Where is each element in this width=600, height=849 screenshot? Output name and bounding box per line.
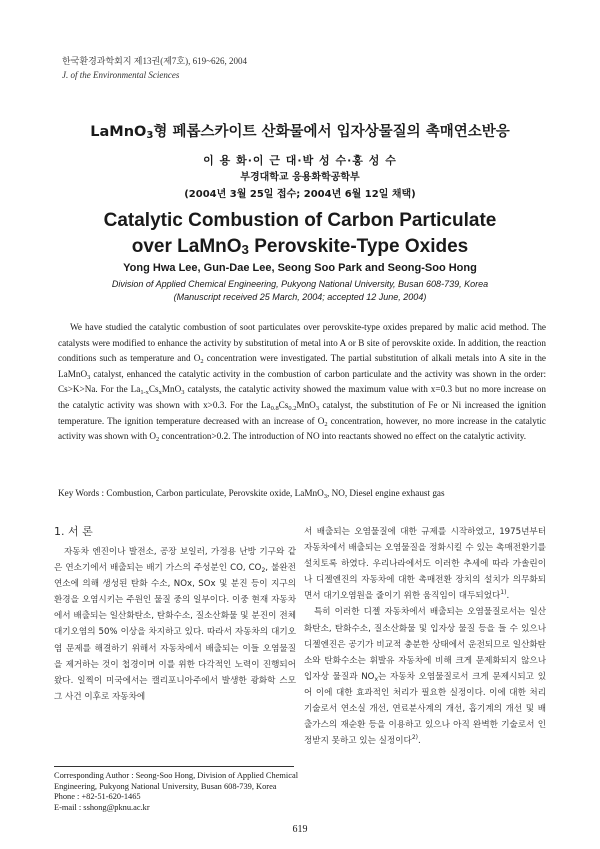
english-title: Catalytic Combustion of Carbon Particulate over LaMnO$_3$ Perovskite-Type Oxides <box>103 210 497 257</box>
body-column-right <box>304 524 546 749</box>
body-column-left <box>54 524 296 705</box>
english-authors: Yong Hwa Lee, Gun-Dae Lee, Seong Soo Park and Seong-Soo Hong <box>123 262 477 274</box>
page-number: 619 <box>292 824 308 835</box>
paragraph-2: 서 배출되는 오염물질에 대한 규제를 시작하였고, 1975년부터 자동차에서 배출되는 오염물질을 정화시킬 수 있는 촉매전환기를 설치토록 하였다. 우리나라에서도 이러한 추세에 따라 가솔린이나 디젤엔진의 자동차에 대한 촉매전환 장치의 설치가 의무화되면서 대기오염원을 줄이기 위한 움직임이 대두되었다$^{1)}$. <box>304 527 546 602</box>
abstract: We have studied the catalytic combustion of soot particulates over perovskite-type oxides prepared by malic acid method. The catalysts were modified to enhance the activity by substitution of metal into A or B site of perovskite oxide. In addition, the reaction conditions such as temperature and $O_2$ concentration were investigated. The partial substitution of alkali metals into A site in the LaMnO$_3$ catalyst, enhanced the catalytic activity in the combustion of carbon particulate and the activity was shown in the order: Cs>K>Na. For the $La_{1-x}Cs_xMnO_3$ catalysts, the catalytic activity showed the maximum value with x=0.3 but no more increase on the catalytic activity was shown with x>0.3. For the $La_{0.8}Cs_{0.2}MnO_3$ catalyst, the substitution of Fe or Ni increased the ignition temperature. The ignition temperature decreased with an increase of $O_2$ concentration, however, no more increase in the catalytic activity was shown with $O_2$ concentration>0.2. The introduction of NO into reactants showed no effect on the catalytic activity. <box>58 322 547 444</box>
english-affiliation: Division of Applied Chemical Engineering, Pukyong National University, Busan 608-739, Korea <box>111 279 489 289</box>
reference-2: 2) <box>411 734 419 742</box>
korean-dates: (2004년 3월 25일 접수; 2004년 6월 12일 채택) <box>184 189 416 200</box>
korean-title: LaMnO$_3$형 페롭스카이트 산화물에서 입자상물질의 촉매연소반응 <box>90 124 510 141</box>
english-dates: (Manuscript received 25 March, 2004; accepted 12 June, 2004) <box>173 292 427 302</box>
reference-1: 1) <box>500 589 507 597</box>
journal-header <box>62 54 247 82</box>
journal-english: J. of the Environmental Sciences <box>62 70 180 80</box>
korean-affiliation: 부경대학교 응용화학공학부 <box>240 172 360 183</box>
paragraph-1: 자동차 엔진이나 발전소, 공장 보일러, 가정용 난방 기구와 같은 연소기에서 배출되는 배기 가스의 주성분인 CO, $CO_2$, 불완전 연소에 의해 생성된 탄화 수소, NOx, SOx 및 분진 등이 지구의 환경을 오염시키는 주원인 물질 중의 일부이다. 이중 현재 자동차에서 배출되는 일산화탄소, 탄화수소, 질소산화물 및 분진이 전체 대기오염의 50% 이상을 차지하고 있다. 따라서 자동차의 대기오염 문제를 해결하기 위해서 자동차에서 배출되는 이들 오염물질을 제거하는 것이 첩경이며 이를 위한 다각적인 노력이 진행되어 왔다. 일찍이 미국에서는 캘리포니아주에서 발생한 광화학 스모그 사건 이후로 자동차에 <box>54 547 296 702</box>
keywords-label: Key Words : <box>58 488 107 498</box>
paragraph-3: 특히 이러한 디젤 자동차에서 배출되는 오염물질로서는 일산화탄소, 탄화수소, 질소산화물 및 입자상 물질 등을 들 수 있으나 디젤엔진은 공기가 비교적 충분한 상태에서 운전되므로 일산화탄소와 탄화수소는 휘발유 자동차에 비해 크게 문제화되지 않으나 입자상 물질과 $NO_x$는 자동차 오염물질로서 크게 문제시되고 있어 이에 대한 효과적인 처리가 필요한 실정이다. 이에 대한 처리기술로서 연소실 개선, 연료분사계의 개선, 흡기계의 개선 및 배출가스의 재순환 등을 이용하고 있으나 아직 완벽한 기술로서 인정받지 못하고 있는 실정이다$^{2)}$. <box>304 607 546 747</box>
footnote-divider <box>54 766 294 767</box>
journal-korean: 한국환경과학회지 제13권(제7호), 619~626, 2004 <box>62 56 247 66</box>
keywords: Key Words : Combustion, Carbon particulate, Perovskite oxide, LaMnO$_3$, NO, Diesel engine exhaust gas <box>58 488 445 500</box>
corresponding-author-footnote: Corresponding Author : Seong-Soo Hong, Division of Applied Chemical Engineering, Pukyong National University, Busan 608-739, Korea Phone : +82-51-620-1465 E-mail : sshong@pknu.ac.kr <box>54 771 299 812</box>
section-heading-introduction: 1. 서 론 <box>54 525 93 538</box>
korean-authors: 이 용 화·이 근 대·박 성 수·홍 성 수 <box>203 154 397 167</box>
